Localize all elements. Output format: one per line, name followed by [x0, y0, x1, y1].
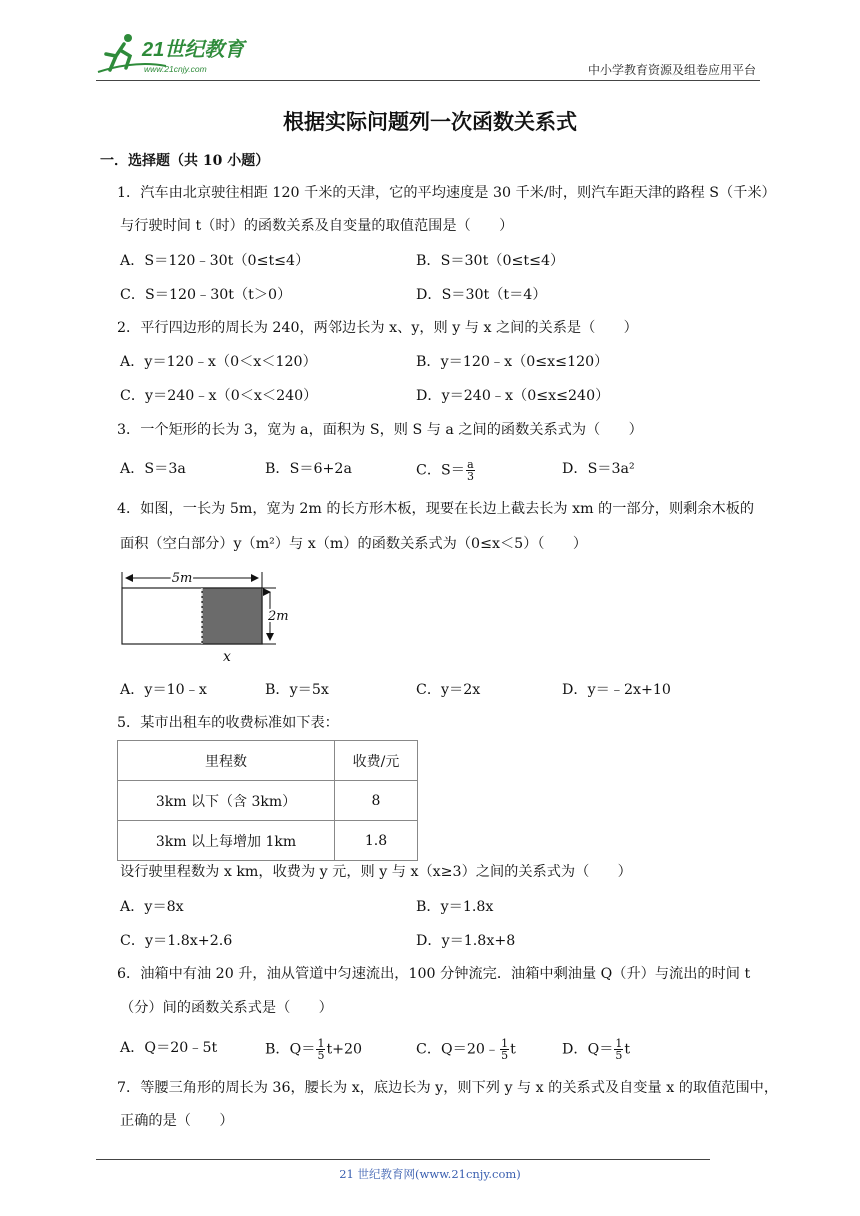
- question-2-line-1: 2．平行四边形的周长为 240，两邻边长为 x、y，则 y 与 x 之间的关系是（ ）: [117, 320, 638, 336]
- q1-option-c[interactable]: C．S＝120﹣30t（t＞0）: [120, 287, 292, 303]
- svg-text:21世纪教育: 21世纪教育: [142, 39, 245, 61]
- q5-option-c[interactable]: C．y＝1.8x+2.6: [120, 933, 233, 949]
- fraction-denominator: 5: [615, 1049, 623, 1062]
- fraction-numerator: a: [467, 458, 474, 471]
- fraction-denominator: 5: [501, 1049, 509, 1062]
- question-4-line-2: 面积（空白部分）y（m²）与 x（m）的函数关系式为（0≤x＜5）（ ）: [120, 536, 588, 552]
- q6-option-a[interactable]: A．Q＝20﹣5t: [120, 1040, 218, 1056]
- footer-link[interactable]: 21 世纪教育网(www.21cnjy.com): [339, 1167, 521, 1181]
- section-heading: 一．选择题（共 10 小题）: [100, 153, 270, 169]
- question-5-line-1: 5．某市出租车的收费标准如下表：: [117, 715, 339, 731]
- table-header-cell: 里程数: [118, 741, 335, 781]
- q5-option-d[interactable]: D．y＝1.8x+8: [416, 933, 516, 949]
- page-title: 根据实际问题列一次函数关系式: [283, 109, 577, 134]
- q3-option-c-fraction: [466, 459, 475, 482]
- question-1-line-1: 1．汽车由北京驶往相距 120 千米的天津，它的平均速度是 30 千米/时，则汽车距天津的路程 S（千米）: [117, 185, 776, 201]
- q6-option-d-prefix: D．Q＝: [562, 1041, 614, 1058]
- q3-option-c-prefix: C．S＝: [416, 462, 465, 479]
- q1-option-a[interactable]: A．S＝120﹣30t（0≤t≤4）: [120, 253, 310, 269]
- q6-option-c-fraction: [500, 1038, 509, 1061]
- fare-table: [117, 740, 418, 861]
- q3-option-a[interactable]: A．S＝3a: [120, 461, 186, 477]
- q4-option-a[interactable]: A．y＝10﹣x: [120, 682, 207, 698]
- table-row: [118, 781, 418, 821]
- q1-option-d[interactable]: D．S＝30t（t＝4）: [416, 287, 547, 303]
- question-6-line-1: 6．油箱中有油 20 升，油从管道中匀速流出，100 分钟流完．油箱中剩油量 Q（升）与流出的时间 t: [117, 966, 751, 982]
- q3-option-b[interactable]: B．S＝6+2a: [265, 461, 352, 477]
- fraction-numerator: 1: [317, 1037, 325, 1050]
- q2-option-b[interactable]: B．y＝120﹣x（0≤x≤120）: [416, 354, 609, 370]
- q5-option-b[interactable]: B．y＝1.8x: [416, 899, 494, 915]
- table-header-cell: 收费/元: [335, 741, 418, 781]
- q4-option-c[interactable]: C．y＝2x: [416, 682, 481, 698]
- q6-option-b-suffix: t+20: [326, 1041, 363, 1058]
- q6-option-d-fraction: [614, 1038, 623, 1061]
- question-3-line-1: 3．一个矩形的长为 3，宽为 a，面积为 S，则 S 与 a 之间的函数关系式为（ ）: [117, 422, 643, 438]
- table-header-row: [118, 741, 418, 781]
- q3-option-c[interactable]: [416, 459, 476, 482]
- q6-option-b-fraction: [316, 1038, 325, 1061]
- table-cell: 3km 以下（含 3km）: [118, 781, 335, 821]
- fraction-denominator: 5: [317, 1049, 325, 1062]
- width-label: 2m: [268, 609, 289, 624]
- q2-option-a[interactable]: A．y＝120﹣x（0＜x＜120）: [120, 354, 317, 370]
- svg-text:www.21cnjy.com: www.21cnjy.com: [144, 64, 207, 74]
- fraction-numerator: 1: [501, 1037, 509, 1050]
- cut-portion: [202, 588, 262, 644]
- table-cell: 3km 以上每增加 1km: [118, 821, 335, 861]
- question-7-line-2: 正确的是（ ）: [120, 1113, 234, 1129]
- q4-option-d[interactable]: D．y＝﹣2x+10: [562, 682, 671, 698]
- q1-option-b[interactable]: B．S＝30t（0≤t≤4）: [416, 253, 565, 269]
- question-5-line-2: 设行驶里程数为 x km，收费为 y 元，则 y 与 x（x≥3）之间的关系式为（ ）: [120, 864, 632, 880]
- table-row: [118, 821, 418, 861]
- q6-option-c-suffix: t: [510, 1041, 516, 1058]
- header-divider: [96, 80, 760, 81]
- q6-option-b[interactable]: [265, 1038, 362, 1061]
- q4-option-b[interactable]: B．y＝5x: [265, 682, 329, 698]
- question-1-line-2: 与行驶时间 t（时）的函数关系及自变量的取值范围是（ ）: [120, 218, 514, 234]
- q6-option-d-suffix: t: [624, 1041, 631, 1058]
- table-cell: 1.8: [335, 821, 418, 861]
- q3-option-d[interactable]: D．S＝3a²: [562, 461, 635, 477]
- q2-option-d[interactable]: D．y＝240﹣x（0≤x≤240）: [416, 388, 610, 404]
- q6-option-d[interactable]: [562, 1038, 630, 1061]
- x-label: x: [223, 649, 231, 665]
- question-6-line-2: （分）间的函数关系式是（ ）: [120, 1000, 333, 1016]
- site-logo: [96, 30, 256, 78]
- q5-option-a[interactable]: A．y＝8x: [120, 899, 184, 915]
- header-platform-text: 中小学教育资源及组卷应用平台: [587, 63, 756, 77]
- q2-option-c[interactable]: C．y＝240﹣x（0＜x＜240）: [120, 388, 318, 404]
- q6-option-c[interactable]: [416, 1038, 516, 1061]
- table-cell: 8: [335, 781, 418, 821]
- question-4-line-1: 4．如图，一长为 5m，宽为 2m 的长方形木板，现要在长边上截去长为 xm 的一部分，则剩余木板的: [117, 501, 755, 517]
- fraction-denominator: 3: [466, 470, 474, 483]
- board-figure: [110, 566, 290, 666]
- fraction-numerator: 1: [615, 1037, 623, 1050]
- question-7-line-1: 7．等腰三角形的周长为 36，腰长为 x，底边长为 y，则下列 y 与 x 的关系式及自变量 x 的取值范围中，: [117, 1080, 779, 1096]
- footer-divider: [96, 1159, 710, 1160]
- q6-option-c-prefix: C．Q＝20﹣: [416, 1041, 500, 1058]
- length-label: 5m: [171, 571, 193, 586]
- q6-option-b-prefix: B．Q＝: [265, 1041, 316, 1058]
